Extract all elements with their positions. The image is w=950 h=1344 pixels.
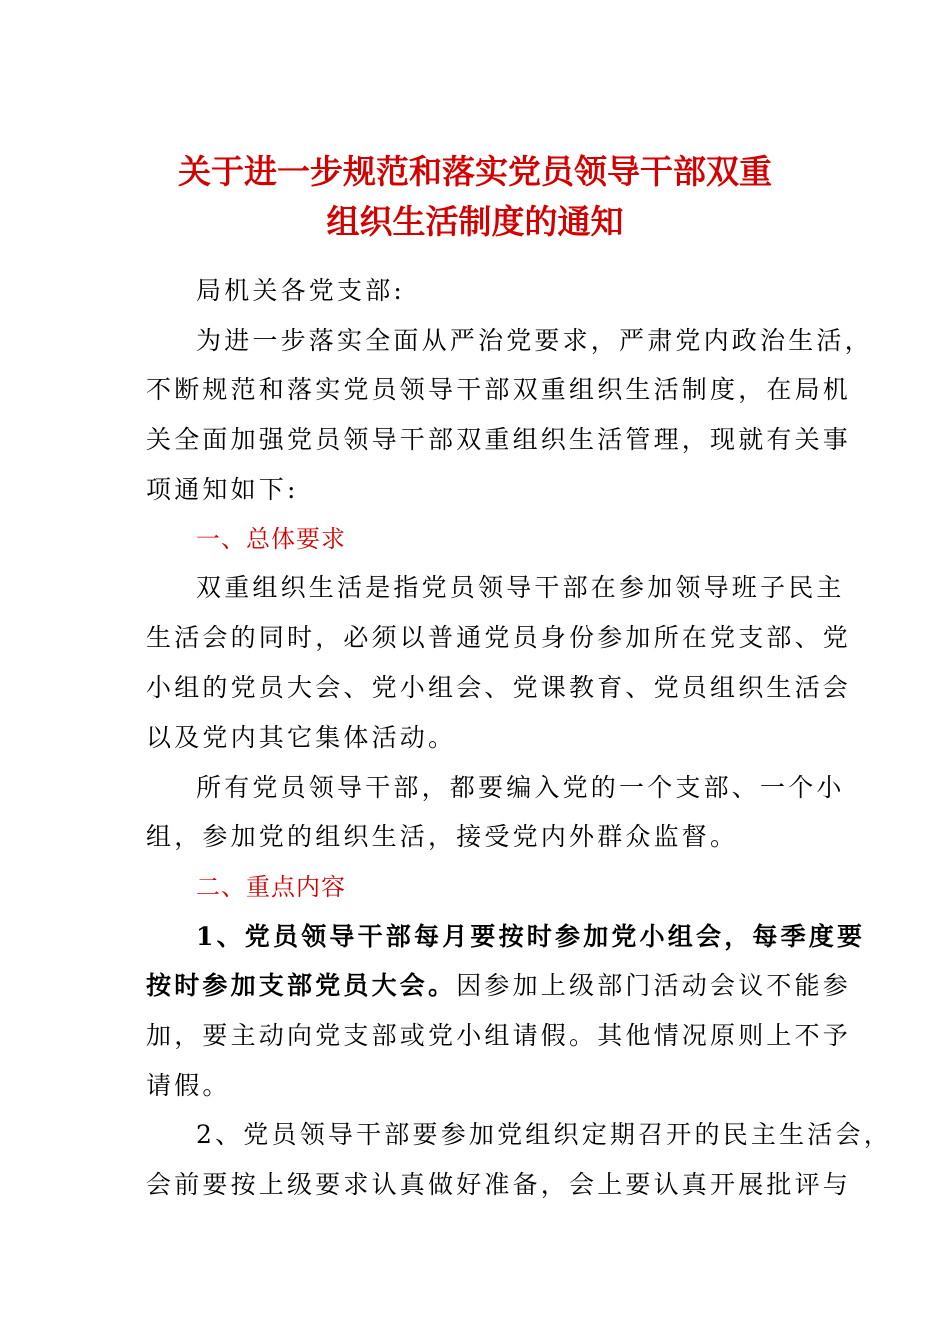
- salutation: 局机关各党支部:: [196, 276, 406, 305]
- section-1-para-1-line-2: 生活会的同时，必须以普通党员身份参加所在党支部、党: [146, 623, 852, 652]
- intro-line-3: 关全面加强党员领导干部双重组织生活管理，现就有关事: [146, 425, 852, 454]
- item-2-line-2: 会前要按上级要求认真做好准备，会上要认真开展批评与: [146, 1170, 852, 1199]
- section-1-para-1-line-3: 小组的党员大会、党小组会、党课教育、党员组织生活会: [146, 673, 852, 702]
- document-title-line-1: 关于进一步规范和落实党员领导干部双重: [178, 152, 772, 191]
- document-title-line-2: 组织生活制度的通知: [326, 202, 624, 241]
- section-1-para-1-line-4: 以及党内其它集体活动。: [146, 723, 457, 752]
- section-1-heading: 一、总体要求: [196, 525, 346, 553]
- item-1-line-2: [146, 971, 851, 1001]
- item-1-plain-text: 因参加上级部门活动会议不能参: [456, 971, 852, 1000]
- item-1-line-3: 加，要主动向党支部或党小组请假。其他情况原则上不予: [146, 1021, 852, 1050]
- item-2-line-1: 2、党员领导干部要参加党组织定期召开的民主生活会，: [196, 1120, 892, 1149]
- item-1-bold-text: 按时参加支部党员大会。: [146, 971, 457, 1000]
- intro-line-2: 不断规范和落实党员领导干部双重组织生活制度，在局机: [146, 375, 852, 404]
- section-1-para-2-line-2: 组，参加党的组织生活，接受党内外群众监督。: [146, 822, 739, 851]
- section-1-para-1-line-1: 双重组织生活是指党员领导干部在参加领导班子民主: [196, 573, 845, 602]
- intro-line-4: 项通知如下:: [146, 475, 299, 504]
- section-2-heading: 二、重点内容: [196, 873, 346, 901]
- intro-line-1: 为进一步落实全面从严治党要求，严肃党内政治生活，: [196, 326, 873, 355]
- item-1-line-4: 请假。: [146, 1071, 231, 1100]
- section-1-para-2-line-1: 所有党员领导干部，都要编入党的一个支部、一个小: [196, 773, 845, 802]
- item-1-line-1: 1、党员领导干部每月要按时参加党小组会，每季度要: [196, 922, 866, 951]
